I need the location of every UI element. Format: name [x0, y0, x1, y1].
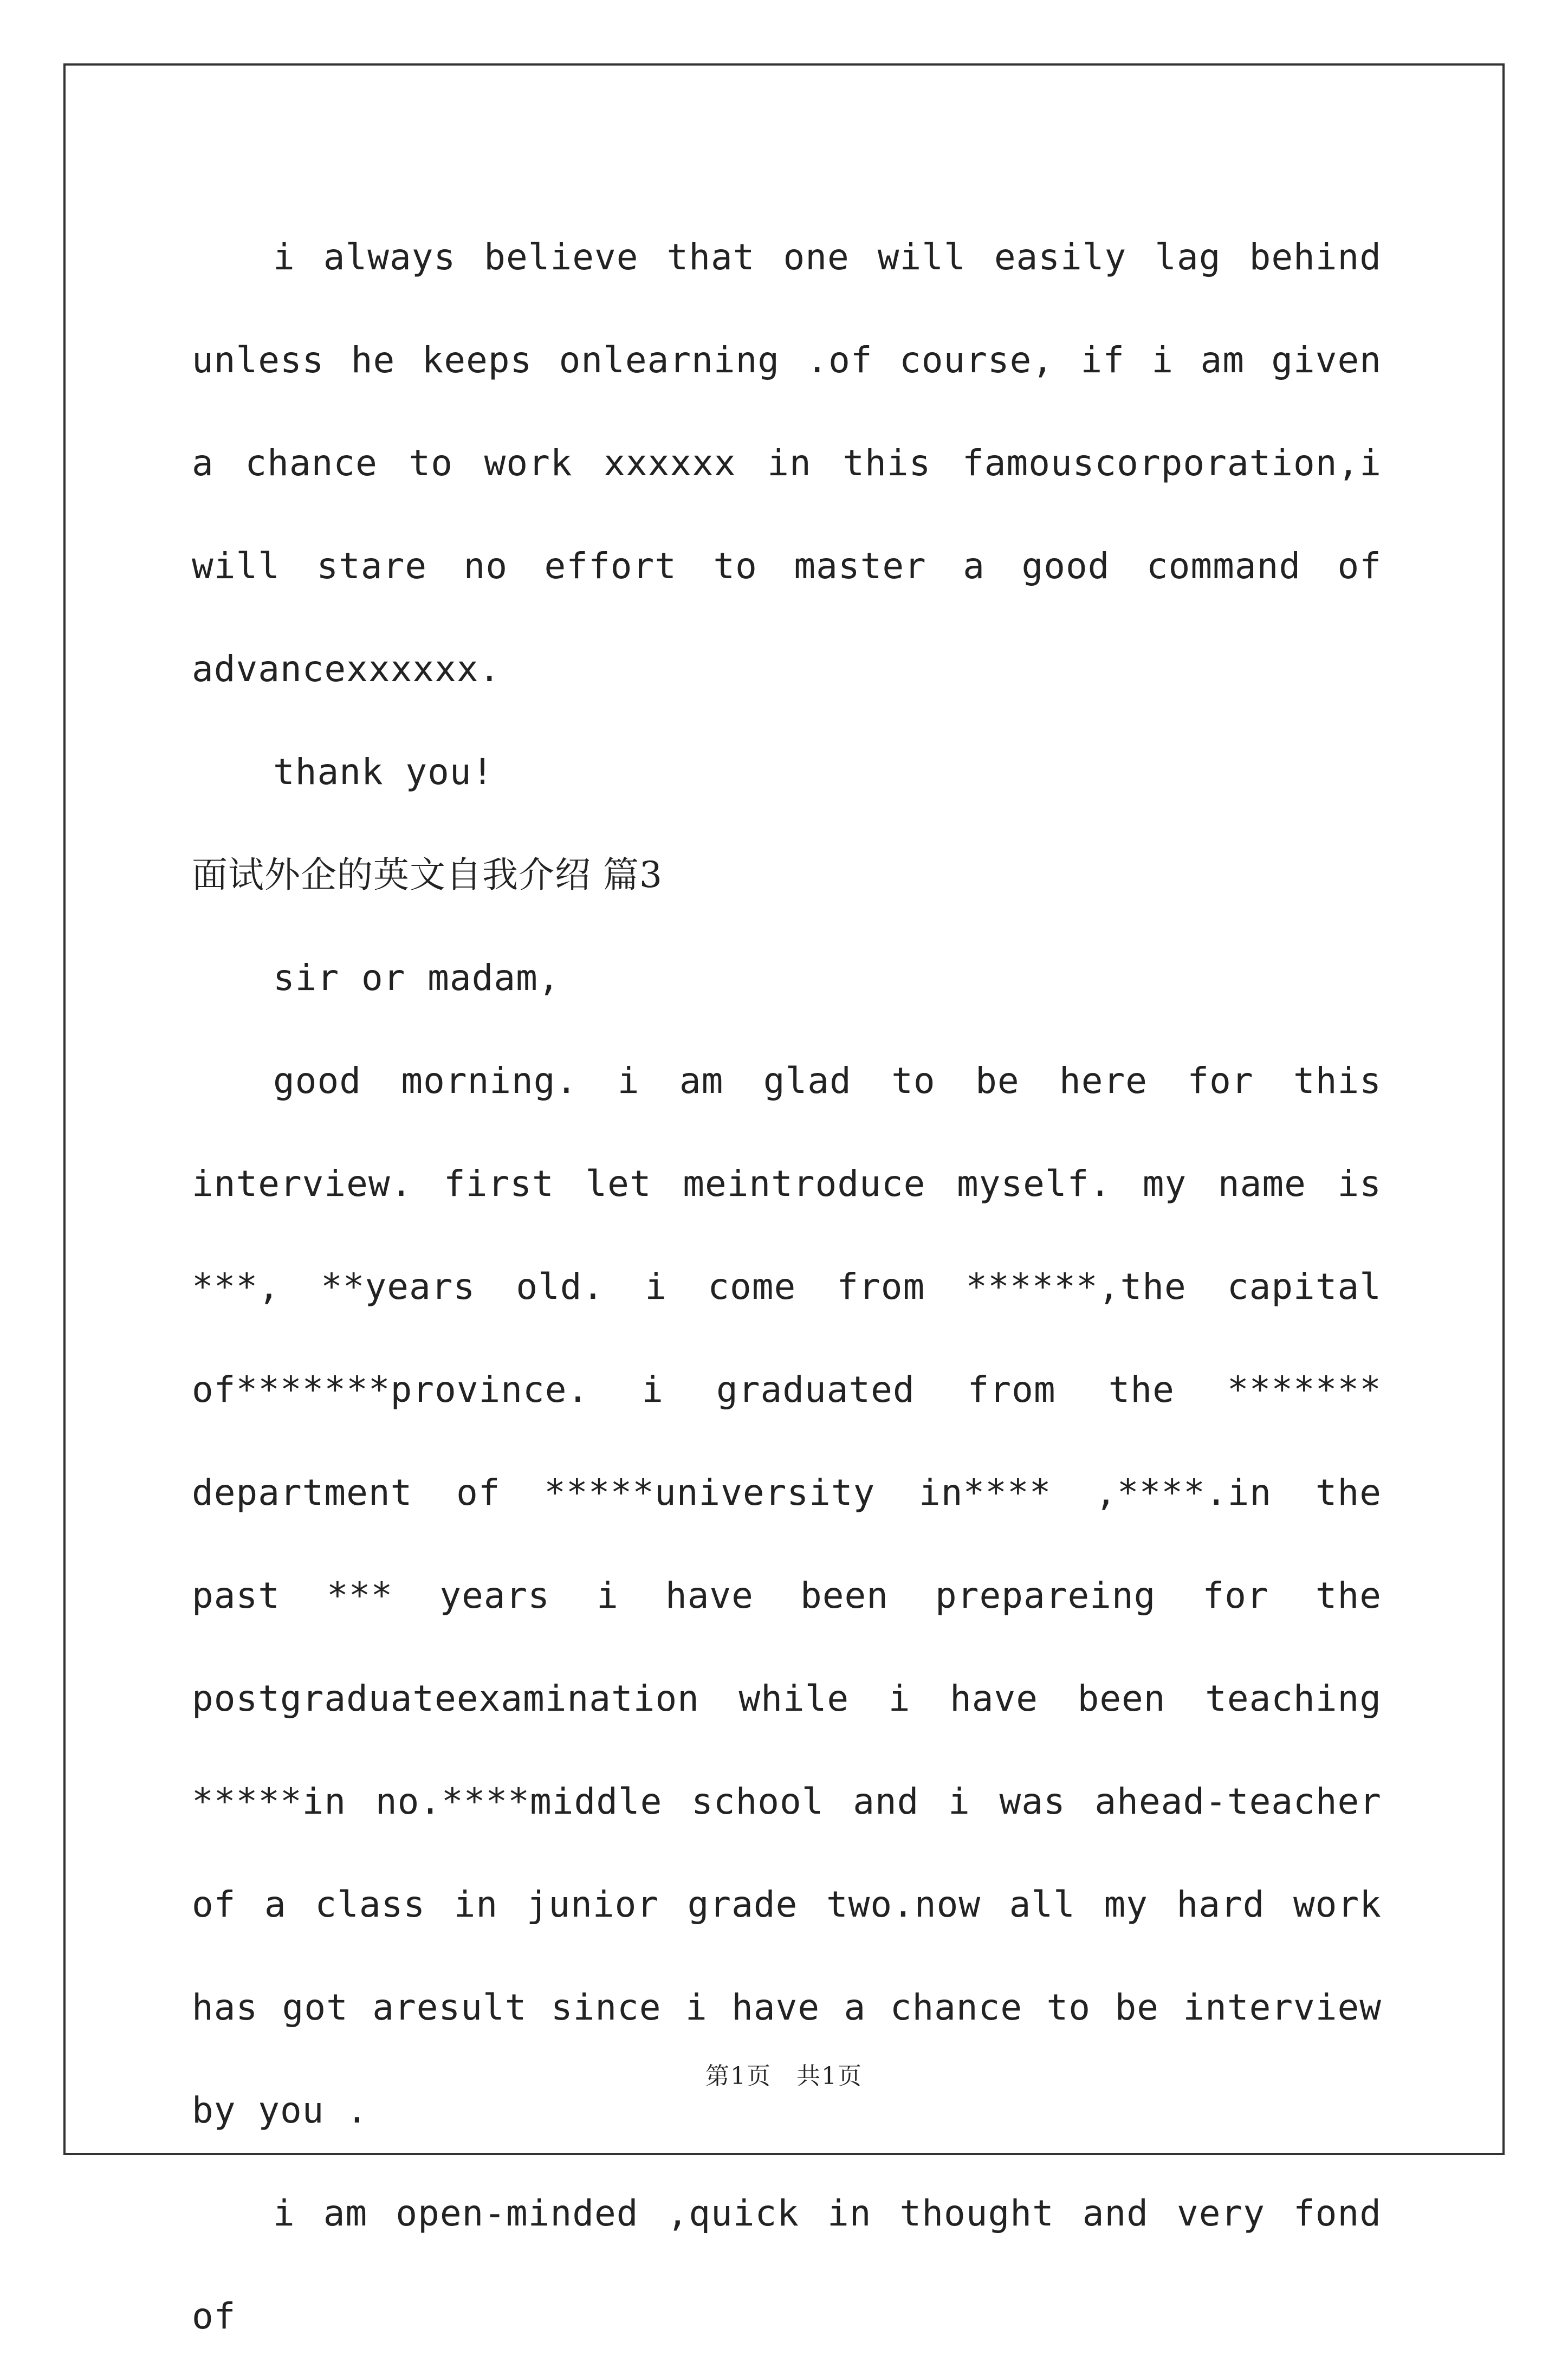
paragraph: sir or madam, — [273, 957, 560, 999]
paragraph: good morning. i am glad to be here for this interview. first let meintroduce myself. my name is ***, **years old. i come from ******,the capital of*******province. i graduated from the ******* department of *****university in**** ,****.in the past *** years i have been prepareing for the postgraduateexamination while i have been teaching *****in no.****middle school and i was ahead-teacher of a class in junior grade two.now all my hard work has got aresult since i have a chance to be interview by you . — [192, 1060, 1382, 2131]
page-footer: 第1页 共1页 — [705, 2062, 863, 2090]
paragraph: i always believe that one will easily lag behind unless he keeps onlearning .of course, if i am given a chance to work xxxxxx in this famouscorporation,i will stare no effort to master a good command of advancexxxxxx. — [192, 236, 1382, 690]
document-body — [192, 206, 1382, 2368]
section-heading: 面试外企的英文自我介绍 篇3 — [192, 854, 663, 896]
paragraph: thank you! — [273, 751, 494, 793]
paragraph: i am open-minded ,quick in thought and very fond of — [192, 2192, 1382, 2337]
